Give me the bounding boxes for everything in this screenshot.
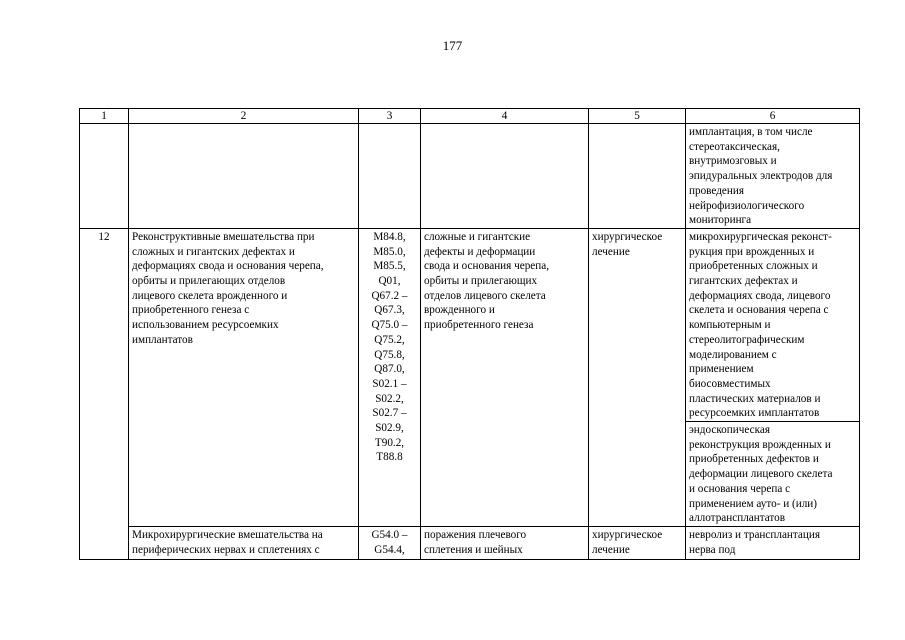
text-line: Q01, [378,275,401,288]
text-line: использованием ресурсоемких [132,319,279,332]
text-line: Q75.8, [374,348,405,361]
text-line: T90.2, [374,436,405,449]
text-line: биосовместимых [689,377,771,390]
text-line: имплантация, в том числе [689,126,813,138]
text-line: и основания черепа с [689,482,791,495]
text-line: реконструкция врожденных и [689,438,831,451]
row-12 [80,228,860,421]
cont-col5 [589,124,686,229]
text-line: моделированием с [689,348,777,361]
text-line: Q75.0 – [371,319,408,332]
row12b-intervention [129,526,359,559]
header-cell-4: 4 [421,109,589,124]
text-line: поражения плечевого [424,528,527,541]
text-line: гигантских дефектах и [689,275,798,288]
text-line: внутримозговых и [689,155,777,168]
text-line: орбиты и прилегающих [424,275,538,288]
row12b-method [686,526,860,559]
text-line: проведения [689,184,744,197]
text-line: дефекты и деформации [424,245,536,258]
text-line: периферических нервах и сплетениях с [132,543,320,556]
row12-intervention [129,228,359,526]
text-line: приобретенных дефектов и [689,453,819,466]
text-line: эпидуральных электродов для [689,170,833,183]
row12-icd-codes [359,228,421,526]
continued-row [80,124,860,229]
header-cell-6: 6 [686,109,860,124]
row12-method-a [686,228,860,421]
row12b-treatment-type [589,526,686,559]
text-line: Q87.0, [374,363,405,376]
text-line: скелета и основания черепа с [689,304,829,317]
cont-col6-method [686,124,860,229]
text-line: микрохирургическая реконст- [689,230,832,243]
text-line: невролиз и трансплантация [689,528,821,541]
cont-col1 [80,124,129,229]
text-line: M85.5, [373,260,406,273]
text-line: аллотрансплантатов [689,512,786,525]
row12-method-b [686,422,860,527]
text-line: сложные и гигантские [424,230,531,243]
text-line: G54.0 – [371,528,408,541]
page-number: 177 [442,38,463,53]
text-line: компьютерным и [689,319,771,332]
text-line: сложных и гигантских дефектах и [132,245,295,258]
cont-col4 [421,124,589,229]
text-line: G54.4, [374,543,405,556]
text-line: сплетения и шейных [424,543,523,556]
text-line: S02.2, [375,392,404,405]
text-line: свода и основания черепа, [424,260,550,273]
row12-model [421,228,589,526]
text-line: лечение [592,245,630,258]
text-line: нерва под [689,543,736,556]
text-line: Q67.3, [374,304,405,317]
text-line: деформациях свода, лицевого [689,289,831,302]
text-line: лицевого скелета врожденного и [132,289,288,302]
row12b-treatment-type-text [592,528,682,558]
header-cell-1: 1 [80,109,129,124]
row-12b [80,526,860,559]
text-line: пластических материалов и [689,392,821,405]
text-line: врожденного и [424,304,495,317]
text-line: S02.9, [375,422,404,435]
text-line: отделов лицевого скелета [424,289,546,302]
text-line: применением [689,363,754,376]
text-line: имплантатов [132,333,193,346]
header-cell-3: 3 [359,109,421,124]
header-cell-5: 5 [589,109,686,124]
text-line: деформациях свода и основания черепа, [132,260,324,273]
text-line: приобретенного генеза [424,319,534,332]
text-line: деформации лицевого скелета [689,468,833,481]
row12b-icd-codes [359,526,421,559]
text-line: хирургическое [592,230,663,243]
cont-col2 [129,124,359,229]
text-line: эндоскопическая [689,424,770,437]
header-cell-2: 2 [129,109,359,124]
text-line: стереотаксическая, [689,140,780,153]
cont-col3 [359,124,421,229]
text-line: T88.8 [376,451,403,464]
text-line: S02.7 – [372,407,407,420]
row12b-model [421,526,589,559]
text-line: лечение [592,543,630,556]
text-line: применением ауто- и (или) [689,497,818,510]
row12b-method-text [689,528,856,558]
text-line: приобретенных сложных и [689,260,818,273]
text-line: приобретенного генеза с [132,304,250,317]
text-line: мониторинга [689,214,752,227]
text-line: ресурсоемких имплантатов [689,407,820,420]
text-line: хирургическое [592,528,663,541]
row12b-intervention-text [132,528,355,558]
text-line: рукция при врожденных и [689,245,815,258]
row12b-model-text [424,528,585,558]
text-line: M84.8, [373,230,406,243]
row12-treatment-type [589,228,686,526]
row12b-icd-codes-text [362,528,417,558]
text-line: нейрофизиологического [689,199,805,212]
header-row [80,109,860,124]
text-line: стереолитографическим [689,333,805,346]
text-line: M85.0, [373,245,406,258]
text-line: Микрохирургические вмешательства на [132,528,323,541]
services-table [79,108,860,560]
text-line: Q75.2, [374,333,405,346]
text-line: Реконструктивные вмешательства при [132,230,315,243]
row-number: 12 [80,228,129,559]
text-line: орбиты и прилегающих отделов [132,275,286,288]
text-line: Q67.2 – [371,289,408,302]
text-line: S02.1 – [372,377,407,390]
